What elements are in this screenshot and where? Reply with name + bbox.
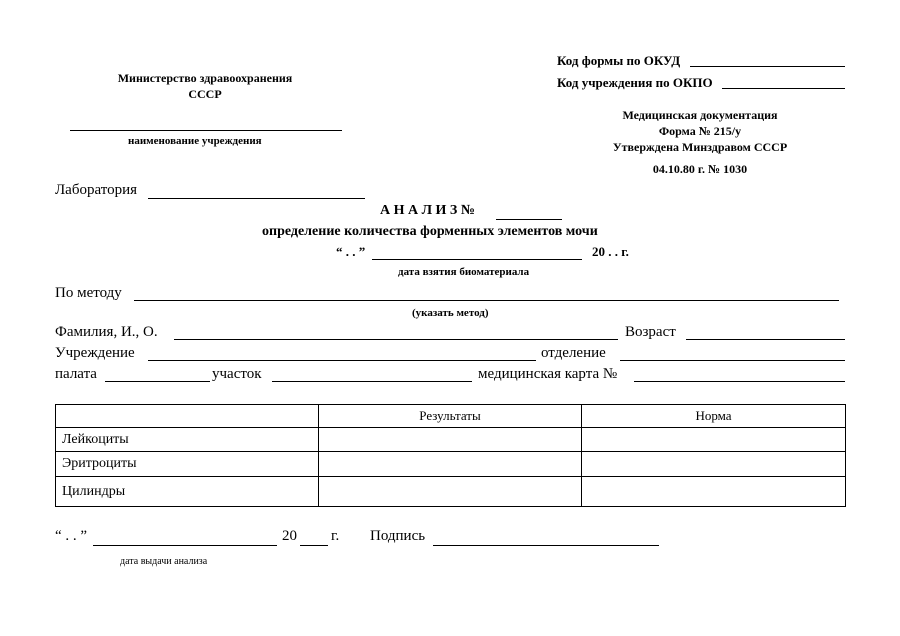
ministry-line-2: СССР [188,87,222,101]
norm-cell[interactable] [582,452,846,477]
district-label: участок [212,366,262,382]
ministry-line-1: Министерство здравоохранения [117,71,293,85]
result-cell[interactable] [319,452,582,477]
doc-line-4: 04.10.80 г. № 1030 [652,162,748,176]
institution-name-line[interactable] [70,130,342,131]
issue-date-caption: дата выдачи анализа [120,556,208,567]
issue-year-suffix: г. [331,528,340,544]
doc-line-1: Медицинская документация [622,108,778,122]
signature-field[interactable] [433,545,659,546]
sample-date-caption: дата взятия биоматериала [398,266,530,278]
card-field[interactable] [634,381,845,382]
ward-field[interactable] [105,381,210,382]
age-field[interactable] [686,339,845,340]
analysis-subtitle: определение количества форменных элементов мочи [262,224,598,239]
department-label: отделение [541,345,606,361]
method-caption: (указать метод) [412,307,489,319]
doc-line-2: Форма № 215/у [658,124,742,138]
institution-field[interactable] [148,360,536,361]
age-label: Возраст [625,324,676,340]
sample-date-year: 20 . . г. [592,244,629,259]
row-label-leukocytes: Лейкоциты [56,428,319,452]
laboratory-field[interactable] [148,198,365,199]
results-table [55,404,846,507]
norm-cell[interactable] [582,428,846,452]
norm-cell[interactable] [582,477,846,507]
institution-label: Учреждение [55,345,135,361]
okpo-field[interactable] [722,88,845,89]
result-cell[interactable] [319,428,582,452]
table-row [56,452,846,477]
table-row [56,428,846,452]
sample-date-field[interactable] [372,259,582,260]
method-label: По методу [55,285,122,301]
name-field[interactable] [174,339,618,340]
department-field[interactable] [620,360,845,361]
table-row [56,477,846,507]
row-label-casts: Цилиндры [56,477,319,507]
sample-date-day: “ . . ” [336,244,366,259]
issue-date-day: “ . . ” [55,528,88,544]
result-cell[interactable] [319,477,582,507]
ward-label: палата [55,366,97,382]
header-cell-results: Результаты [319,405,582,428]
laboratory-label: Лаборатория [55,182,138,198]
okpo-label: Код учреждения по ОКПО [557,75,713,90]
table-header-row [56,405,846,428]
header-cell-norm: Норма [582,405,846,428]
card-label: медицинская карта № [478,366,618,382]
analysis-number-field[interactable] [496,219,562,220]
method-field[interactable] [134,300,839,301]
signature-label: Подпись [370,528,426,544]
institution-caption: наименование учреждения [128,135,262,147]
district-field[interactable] [272,381,472,382]
okud-label: Код формы по ОКУД [557,53,681,68]
header-cell-empty [56,405,319,428]
analysis-title: А Н А Л И З № [380,203,475,218]
doc-line-3: Утверждена Минздравом СССР [612,140,788,154]
issue-year-label: 20 [282,528,297,544]
issue-year-field[interactable] [300,545,328,546]
name-label: Фамилия, И., О. [55,324,158,340]
okud-field[interactable] [690,66,845,67]
ministry-name [100,70,310,102]
issue-date-field[interactable] [93,545,277,546]
row-label-erythrocytes: Эритроциты [56,452,319,477]
